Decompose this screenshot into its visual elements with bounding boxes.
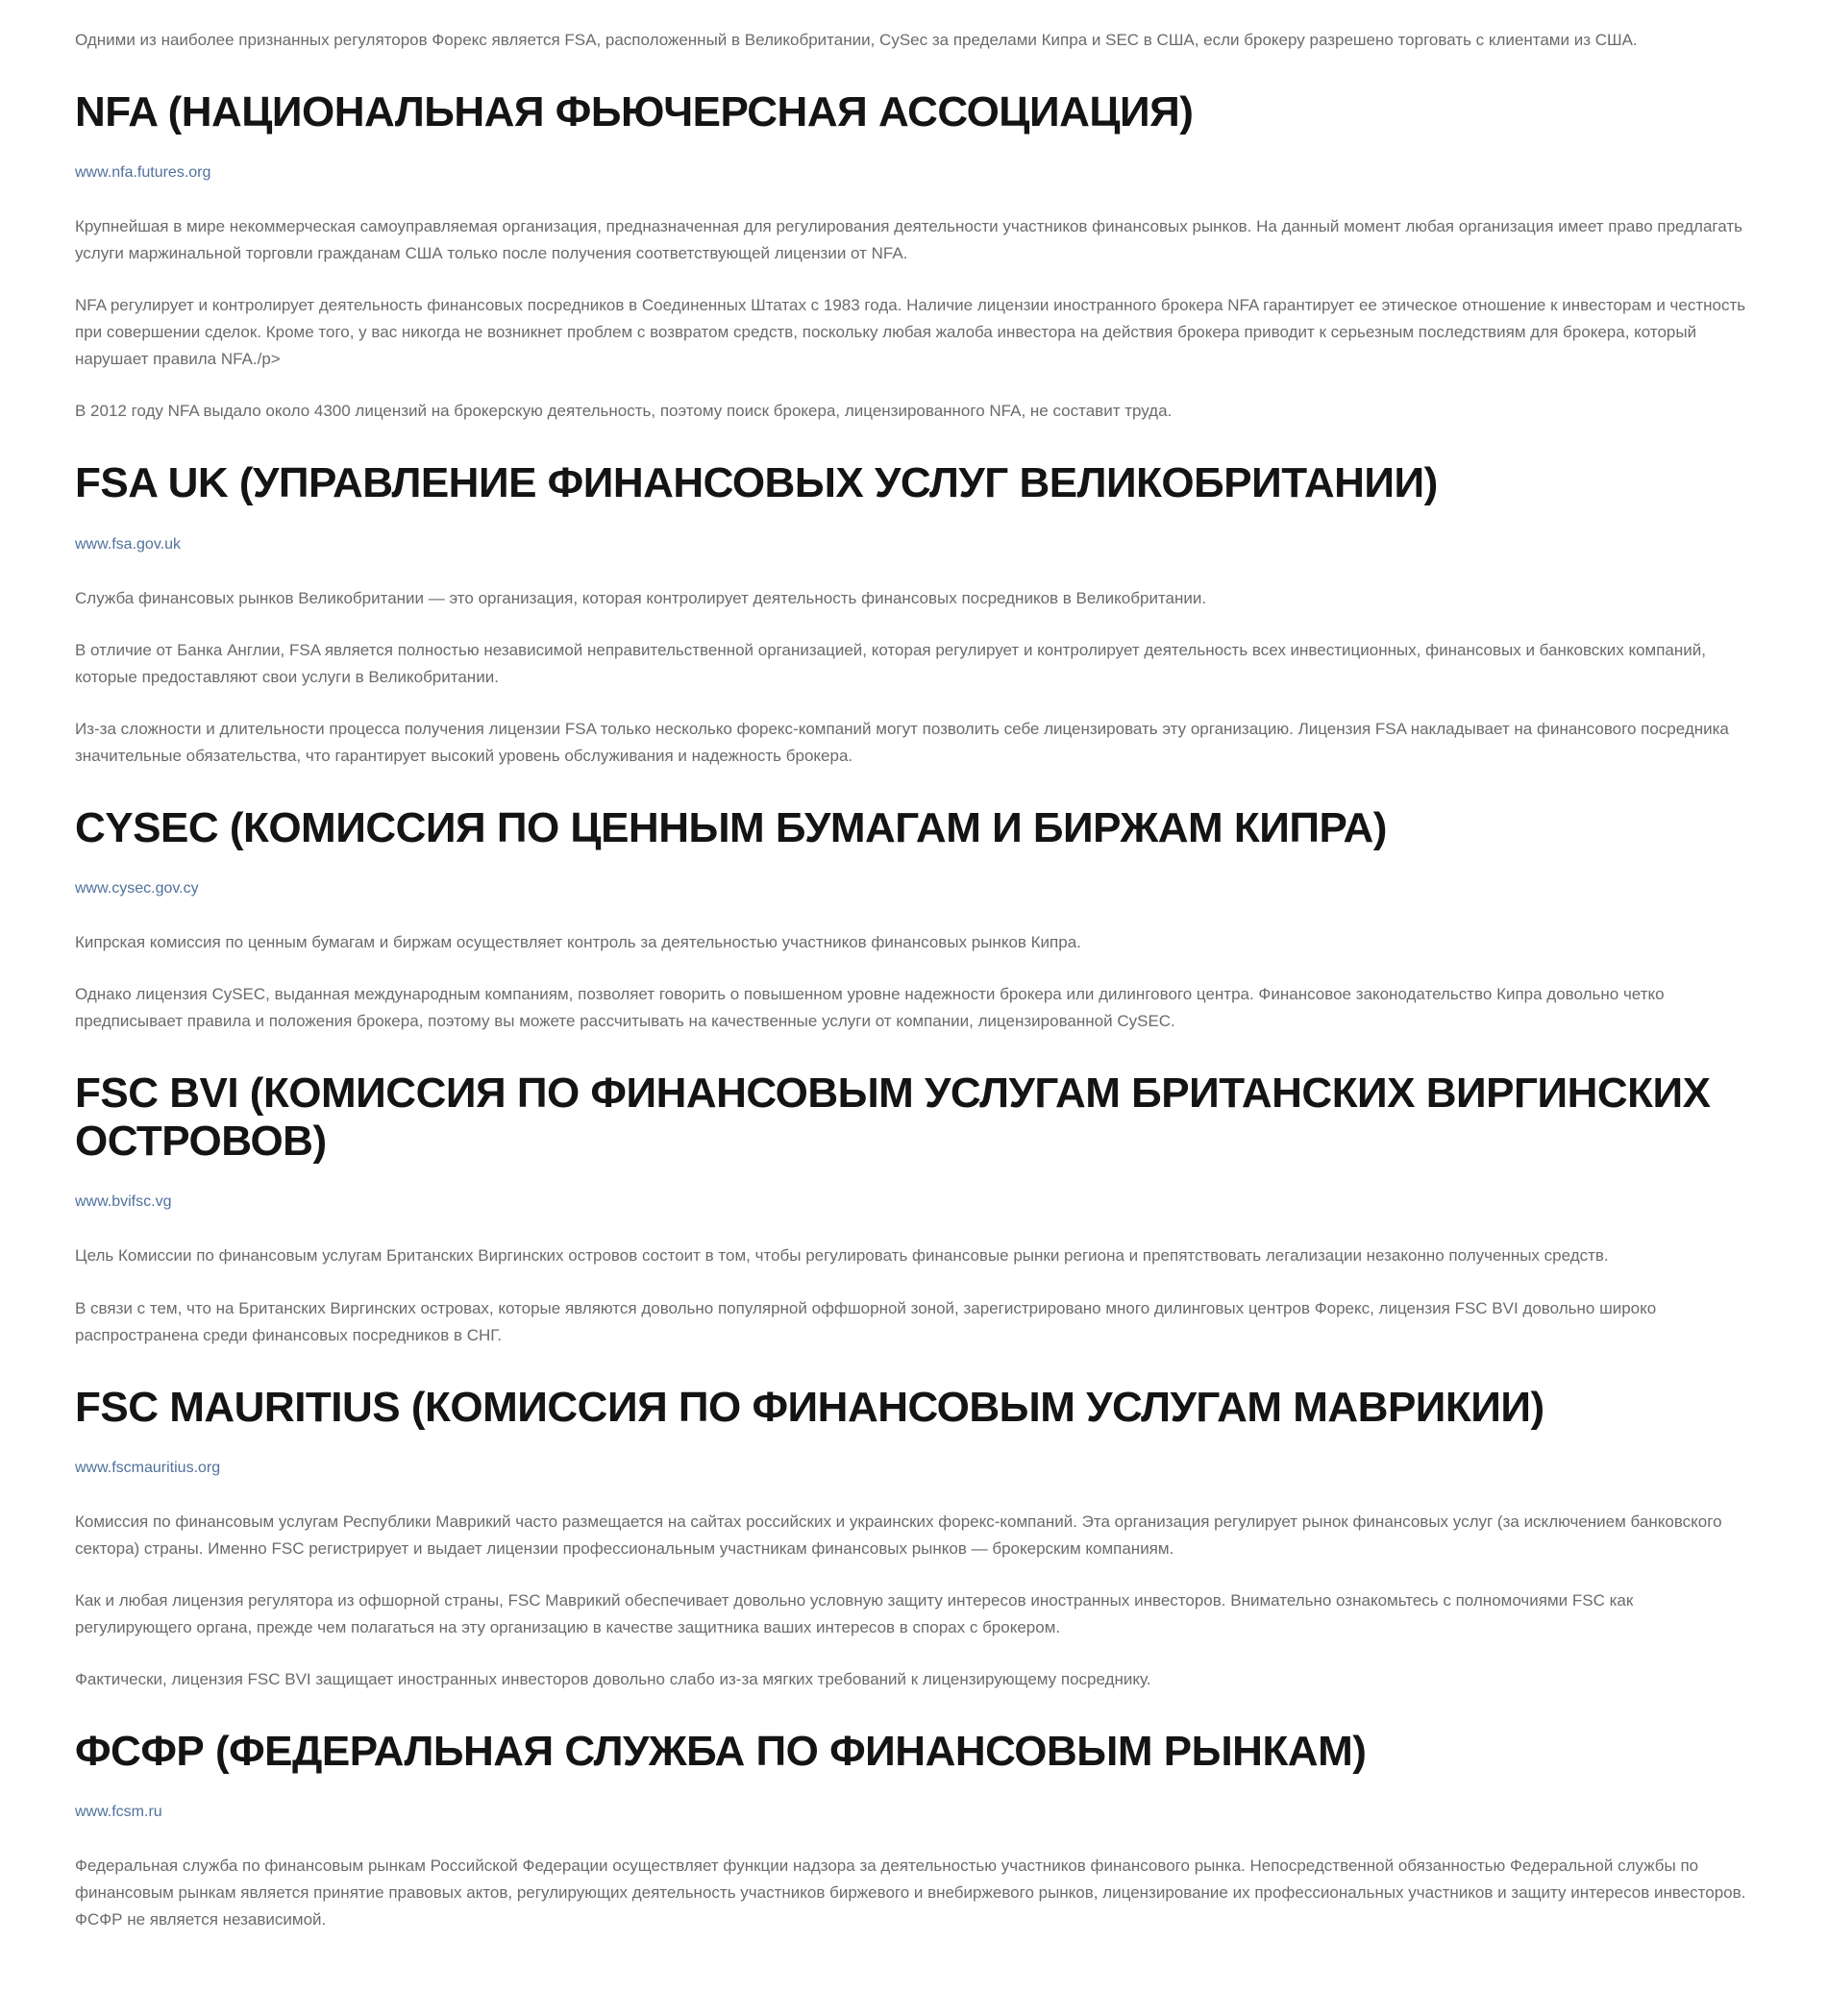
- paragraph: Фактически, лицензия FSC BVI защищает иностранных инвесторов довольно слабо из-за мягких требований к лицензирующему посреднику.: [75, 1669, 1151, 1688]
- paragraph: Служба финансовых рынков Великобритании — это организация, которая контролирует деятельность финансовых посредников в Великобритании.: [75, 588, 1207, 607]
- website-link-fsc-mauritius[interactable]: www.fscmauritius.org: [75, 1459, 221, 1476]
- section-heading-fsfr: ФСФР (ФЕДЕРАЛЬНАЯ СЛУЖБА ПО ФИНАНСОВЫМ РЫНКАМ): [75, 1728, 1367, 1776]
- paragraph: Федеральная служба по финансовым рынкам Российской Федерации осуществляет функции надзора за деятельностью участников финансового рынка. Непосредственной обязанностью Федеральной службы по финансовым рынкам является принятие правовых актов, регулирующих деятельность участников биржевого и внебиржевого рынков, лицензирование их профессиональных участников и защиту интересов инвесторов. ФСФР не является независимой.: [75, 1856, 1746, 1930]
- website-link-cysec[interactable]: www.cysec.gov.cy: [75, 880, 199, 897]
- paragraph: NFA регулирует и контролирует деятельность финансовых посредников в Соединенных Штатах с 1983 года. Наличие лицензии иностранного брокера NFA гарантирует ее этическое отношение к инвесторам и честность при совершении сделок. Кроме того, у вас никогда не возникнет проблем с возвратом средств, поскольку любая жалоба инвестора на действия брокера приводит к серьезным последствиям для брокера, который нарушает правила NFA./p>: [75, 296, 1746, 369]
- section-fsa-uk: [75, 459, 1753, 769]
- section-heading-fsc-mauritius: FSC MAURITIUS (КОМИССИЯ ПО ФИНАНСОВЫМ УСЛУГАМ МАВРИКИИ): [75, 1383, 1544, 1431]
- section-fsc-mauritius: [75, 1384, 1753, 1693]
- paragraph: Комиссия по финансовым услугам Республики Маврикий часто размещается на сайтах российских и украинских форекс-компаний. Эта организация регулирует рынок финансовых услуг (за исключением банковского сектора) страны. Именно FSC регистрирует и выдает лицензии профессиональным участникам финансовых рынков — брокерским компаниям.: [75, 1512, 1722, 1558]
- paragraph: Однако лицензия CySEC, выданная международным компаниям, позволяет говорить о повышенном уровне надежности брокера или дилингового центра. Финансовое законодательство Кипра довольно четко предписывает правила и положения брокера, поэтому вы можете рассчитывать на качественные услуги от компании, лицензированной CySEC.: [75, 985, 1665, 1031]
- intro-paragraph: Одними из наиболее признанных регуляторов Форекс является FSA, расположенный в Великобритании, CySec за пределами Кипра и SEC в США, если брокеру разрешено торговать с клиентами из США.: [75, 31, 1638, 49]
- website-link-fsc-bvi[interactable]: www.bvifsc.vg: [75, 1193, 172, 1211]
- section-heading-fsa-uk: FSA UK (УПРАВЛЕНИЕ ФИНАНСОВЫХ УСЛУГ ВЕЛИКОБРИТАНИИ): [75, 459, 1438, 507]
- website-link-fsa-uk[interactable]: www.fsa.gov.uk: [75, 535, 181, 553]
- paragraph: Как и любая лицензия регулятора из офшорной страны, FSC Маврикий обеспечивает довольно условную защиту интересов иностранных инвесторов. Внимательно ознакомьтесь с полномочиями FSC как регулирующего органа, прежде чем полагаться на эту организацию в качестве защитника ваших интересов в спорах с брокером.: [75, 1590, 1634, 1636]
- section-heading-fsc-bvi: FSC BVI (КОМИССИЯ ПО ФИНАНСОВЫМ УСЛУГАМ БРИТАНСКИХ ВИРГИНСКИХ ОСТРОВОВ): [75, 1069, 1711, 1166]
- website-link-fsfr[interactable]: www.fcsm.ru: [75, 1804, 162, 1821]
- section-fsc-bvi: [75, 1069, 1753, 1348]
- section-nfa: [75, 88, 1753, 425]
- paragraph: В 2012 году NFA выдало около 4300 лицензий на брокерскую деятельность, поэтому поиск брокера, лицензированного NFA, не составит труда.: [75, 402, 1173, 421]
- website-link-nfa[interactable]: www.nfa.futures.org: [75, 164, 211, 182]
- paragraph: В связи с тем, что на Британских Виргинских островах, которые являются довольно популярной оффшорной зоной, зарегистрировано много дилинговых центров Форекс, лицензия FSC BVI довольно широко распространена среди финансовых посредников в СНГ.: [75, 1298, 1657, 1344]
- section-heading-cysec: CYSEC (КОМИССИЯ ПО ЦЕННЫМ БУМАГАМ И БИРЖАМ КИПРА): [75, 803, 1387, 851]
- paragraph: Цель Комиссии по финансовым услугам Британских Виргинских островов состоит в том, чтобы регулировать финансовые рынки региона и препятствовать легализации незаконно полученных средств.: [75, 1246, 1609, 1266]
- section-heading-nfa: NFA (НАЦИОНАЛЬНАЯ ФЬЮЧЕРСНАЯ АССОЦИАЦИЯ): [75, 88, 1194, 136]
- section-cysec: [75, 804, 1753, 1035]
- paragraph: Кипрская комиссия по ценным бумагам и биржам осуществляет контроль за деятельностью участников финансовых рынков Кипра.: [75, 933, 1081, 952]
- paragraph: Из-за сложности и длительности процесса получения лицензии FSA только несколько форекс-компаний могут позволить себе лицензировать эту организацию. Лицензия FSA накладывает на финансового посредника значительные обязательства, что гарантирует высокий уровень обслуживания и надежность брокера.: [75, 719, 1729, 765]
- paragraph: В отличие от Банка Англии, FSA является полностью независимой неправительственной организацией, которая регулирует и контролирует деятельность всех инвестиционных, финансовых и банковских компаний, которые предоставляют свои услуги в Великобритании.: [75, 640, 1706, 686]
- section-fsfr: [75, 1728, 1753, 1933]
- paragraph: Крупнейшая в мире некоммерческая самоуправляемая организация, предназначенная для регулирования деятельности участников финансовых рынков. На данный момент любая организация имеет право предлагать услуги маржинальной торговли гражданам США только после получения соответствующей лицензии от NFA.: [75, 217, 1742, 263]
